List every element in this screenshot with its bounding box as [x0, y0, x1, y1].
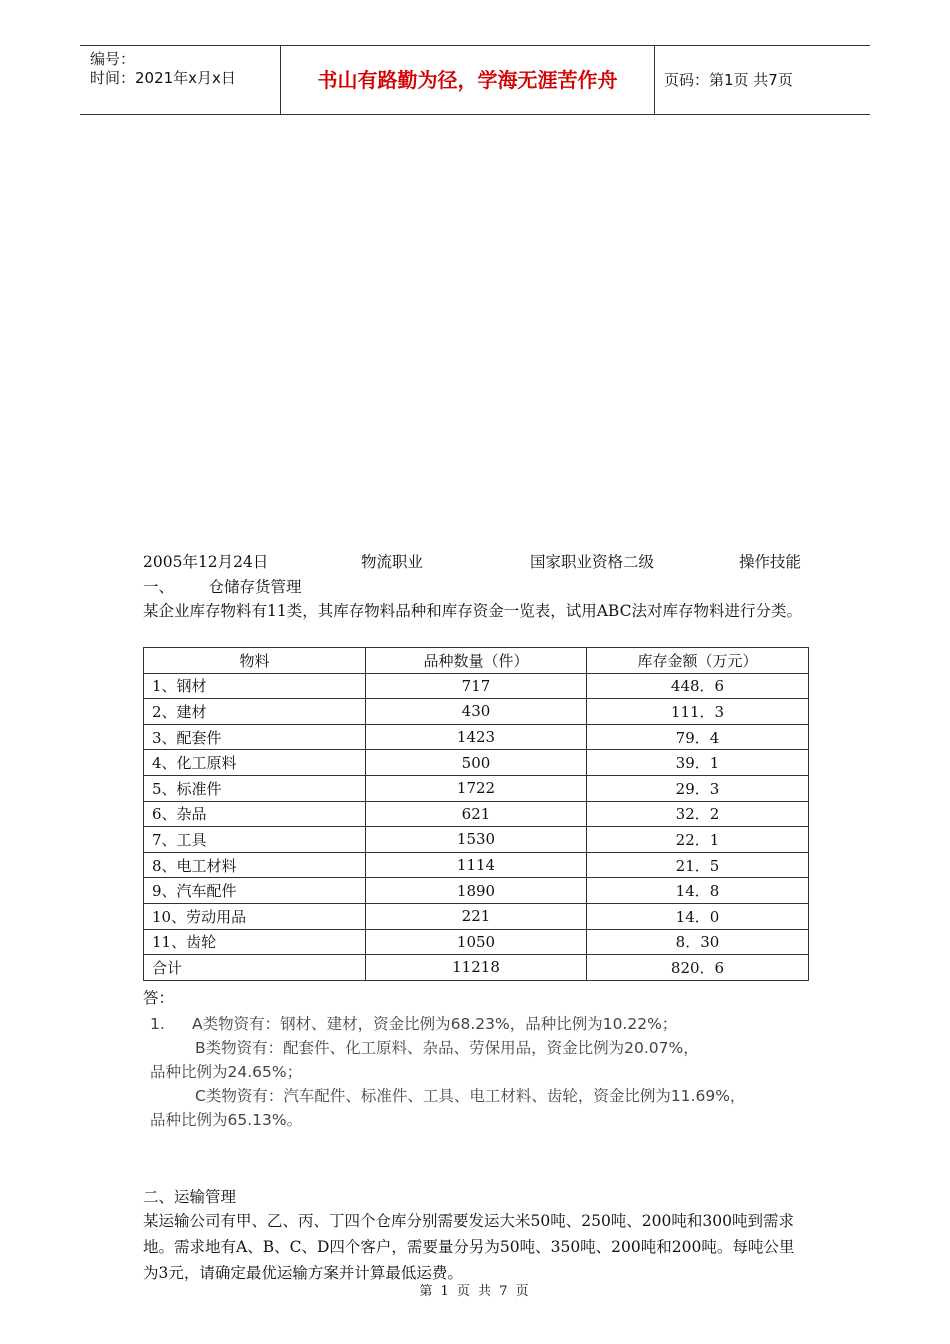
- amount-cell: 448．6: [587, 673, 809, 699]
- material-cell: 3、配套件: [144, 724, 366, 750]
- total-label-cell: 合计: [144, 955, 366, 981]
- quantity-cell: 717: [366, 673, 587, 699]
- exam-field: 物流职业: [361, 553, 424, 571]
- page-header: [80, 45, 870, 115]
- quantity-cell: 1050: [366, 929, 587, 955]
- quantity-cell: 1114: [366, 852, 587, 878]
- section1-title: 一、 仓储存货管理: [143, 578, 302, 596]
- quantity-cell: 621: [366, 801, 587, 827]
- table-row: [144, 827, 809, 853]
- quantity-cell: 430: [366, 699, 587, 725]
- total-amount-cell: 820．6: [587, 955, 809, 981]
- amount-cell: 14．8: [587, 878, 809, 904]
- exam-type: 操作技能: [739, 553, 802, 571]
- exam-meta-line: [143, 550, 807, 572]
- section1-intro: 某企业库存物料有11类，其库存物料品种和库存资金一览表，试用ABC法对库存物料进行分类。: [143, 602, 802, 620]
- material-cell: 10、劳动用品: [144, 903, 366, 929]
- quantity-cell: 1890: [366, 878, 587, 904]
- table-total-row: [144, 955, 809, 981]
- answer-number: 1.: [150, 1015, 165, 1033]
- table-row: [144, 775, 809, 801]
- amount-cell: 8．30: [587, 929, 809, 955]
- section2-title: 二、运输管理: [143, 1188, 237, 1206]
- table-row: [144, 903, 809, 929]
- answer-b-line: B类物资有：配套件、化工原料、杂品、劳保用品，资金比例为20.07%，: [195, 1039, 699, 1057]
- header-info: [90, 50, 280, 88]
- amount-cell: 32．2: [587, 801, 809, 827]
- column-header: 品种数量（件）: [366, 648, 587, 674]
- material-cell: 4、化工原料: [144, 750, 366, 776]
- amount-cell: 39．1: [587, 750, 809, 776]
- inventory-table: [143, 647, 809, 981]
- material-cell: 9、汽车配件: [144, 878, 366, 904]
- table-row: [144, 673, 809, 699]
- material-cell: 7、工具: [144, 827, 366, 853]
- amount-cell: 21．5: [587, 852, 809, 878]
- answer-label: 答：: [143, 989, 175, 1007]
- table-row: [144, 699, 809, 725]
- material-cell: 8、电工材料: [144, 852, 366, 878]
- table-row: [144, 750, 809, 776]
- amount-cell: 111．3: [587, 699, 809, 725]
- material-cell: 5、标准件: [144, 775, 366, 801]
- quantity-cell: 1423: [366, 724, 587, 750]
- quantity-cell: 221: [366, 903, 587, 929]
- table-header-row: [144, 648, 809, 674]
- answer-c-line: C类物资有：汽车配件、标准件、工具、电工材料、齿轮，资金比例为11.69%，: [195, 1087, 746, 1105]
- exam-date: 2005年12月24日: [143, 553, 269, 571]
- header-page-number: 页码：第1页 共7页: [664, 71, 793, 89]
- amount-cell: 22．1: [587, 827, 809, 853]
- header-motto: 书山有路勤为径，学海无涯苦作舟: [317, 68, 618, 92]
- answer-c-line-cont: 品种比例为65.13%。: [150, 1111, 303, 1129]
- code-label: 编号：: [90, 50, 136, 68]
- table-row: [144, 801, 809, 827]
- amount-cell: 29．3: [587, 775, 809, 801]
- material-cell: 1、钢材: [144, 673, 366, 699]
- column-header: 物料: [144, 648, 366, 674]
- header-divider: [654, 46, 655, 114]
- table-row: [144, 724, 809, 750]
- quantity-cell: 500: [366, 750, 587, 776]
- exam-level: 国家职业资格二级: [530, 553, 655, 571]
- amount-cell: 79．4: [587, 724, 809, 750]
- total-quantity-cell: 11218: [366, 955, 587, 981]
- answer-b-line-cont: 品种比例为24.65%；: [150, 1063, 303, 1081]
- time-label: 时间：2021年x月x日: [90, 69, 236, 87]
- table-row: [144, 852, 809, 878]
- page-footer: 第 1 页 共 7 页: [419, 1284, 531, 1299]
- answer-block: [150, 1012, 810, 1132]
- amount-cell: 14．0: [587, 903, 809, 929]
- material-cell: 2、建材: [144, 699, 366, 725]
- material-cell: 6、杂品: [144, 801, 366, 827]
- section2-intro: 某运输公司有甲、乙、丙、丁四个仓库分别需要发运大米50吨、250吨、200吨和300吨到需求地。需求地有A、B、C、D四个客户，需要量分另为50吨、350吨、200吨和200吨。每吨公里为3元，请确定最优运输方案并计算最低运费。: [143, 1212, 795, 1282]
- column-header: 库存金额（万元）: [587, 648, 809, 674]
- material-cell: 11、齿轮: [144, 929, 366, 955]
- answer-a-line: 1. A类物资有：钢材、建材，资金比例为68.23%，品种比例为10.22%；: [150, 1012, 810, 1036]
- table-row: [144, 878, 809, 904]
- quantity-cell: 1530: [366, 827, 587, 853]
- table-row: [144, 929, 809, 955]
- quantity-cell: 1722: [366, 775, 587, 801]
